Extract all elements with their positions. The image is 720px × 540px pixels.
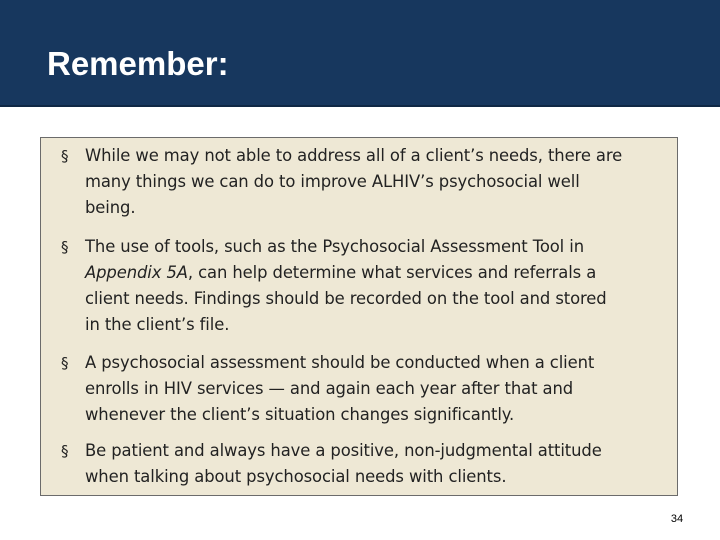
bullet-line: The use of tools, such as the Psychosocial Assessment Tool in xyxy=(85,237,584,256)
bullet-line xyxy=(85,260,675,286)
bullet-line: when talking about psychosocial needs with clients. xyxy=(85,467,507,486)
bullet-text xyxy=(85,350,675,428)
bullet-line: whenever the client’s situation changes significantly. xyxy=(85,405,515,424)
bullet-line: A psychosocial assessment should be conducted when a client xyxy=(85,353,595,372)
bullet-line: While we may not able to address all of a client’s needs, there are xyxy=(85,146,623,165)
bullet-line: Be patient and always have a positive, non-judgmental attitude xyxy=(85,441,602,460)
bullet-square-icon: § xyxy=(61,147,69,165)
appendix-reference: Appendix 5A xyxy=(85,263,188,282)
title-bar xyxy=(0,0,720,107)
bullet-square-icon: § xyxy=(61,442,69,460)
bullet-text xyxy=(85,234,675,338)
bullet-square-icon: § xyxy=(61,238,69,256)
bullet-text xyxy=(85,438,675,490)
content-box xyxy=(40,137,678,496)
bullet-line: enrolls in HIV services — and again each year after that and xyxy=(85,379,574,398)
bullet-line: being. xyxy=(85,198,136,217)
bullet-line-rest: , can help determine what services and referrals a xyxy=(187,263,597,282)
page-number: 34 xyxy=(670,513,684,525)
bullet-square-icon: § xyxy=(61,354,69,372)
bullet-line: client needs. Findings should be recorded on the tool and stored xyxy=(85,289,607,308)
slide-title: Remember: xyxy=(47,45,229,82)
bullet-line: in the client’s file. xyxy=(85,315,230,334)
bullet-line: many things we can do to improve ALHIV’s psychosocial well xyxy=(85,172,580,191)
bullet-text xyxy=(85,143,675,221)
